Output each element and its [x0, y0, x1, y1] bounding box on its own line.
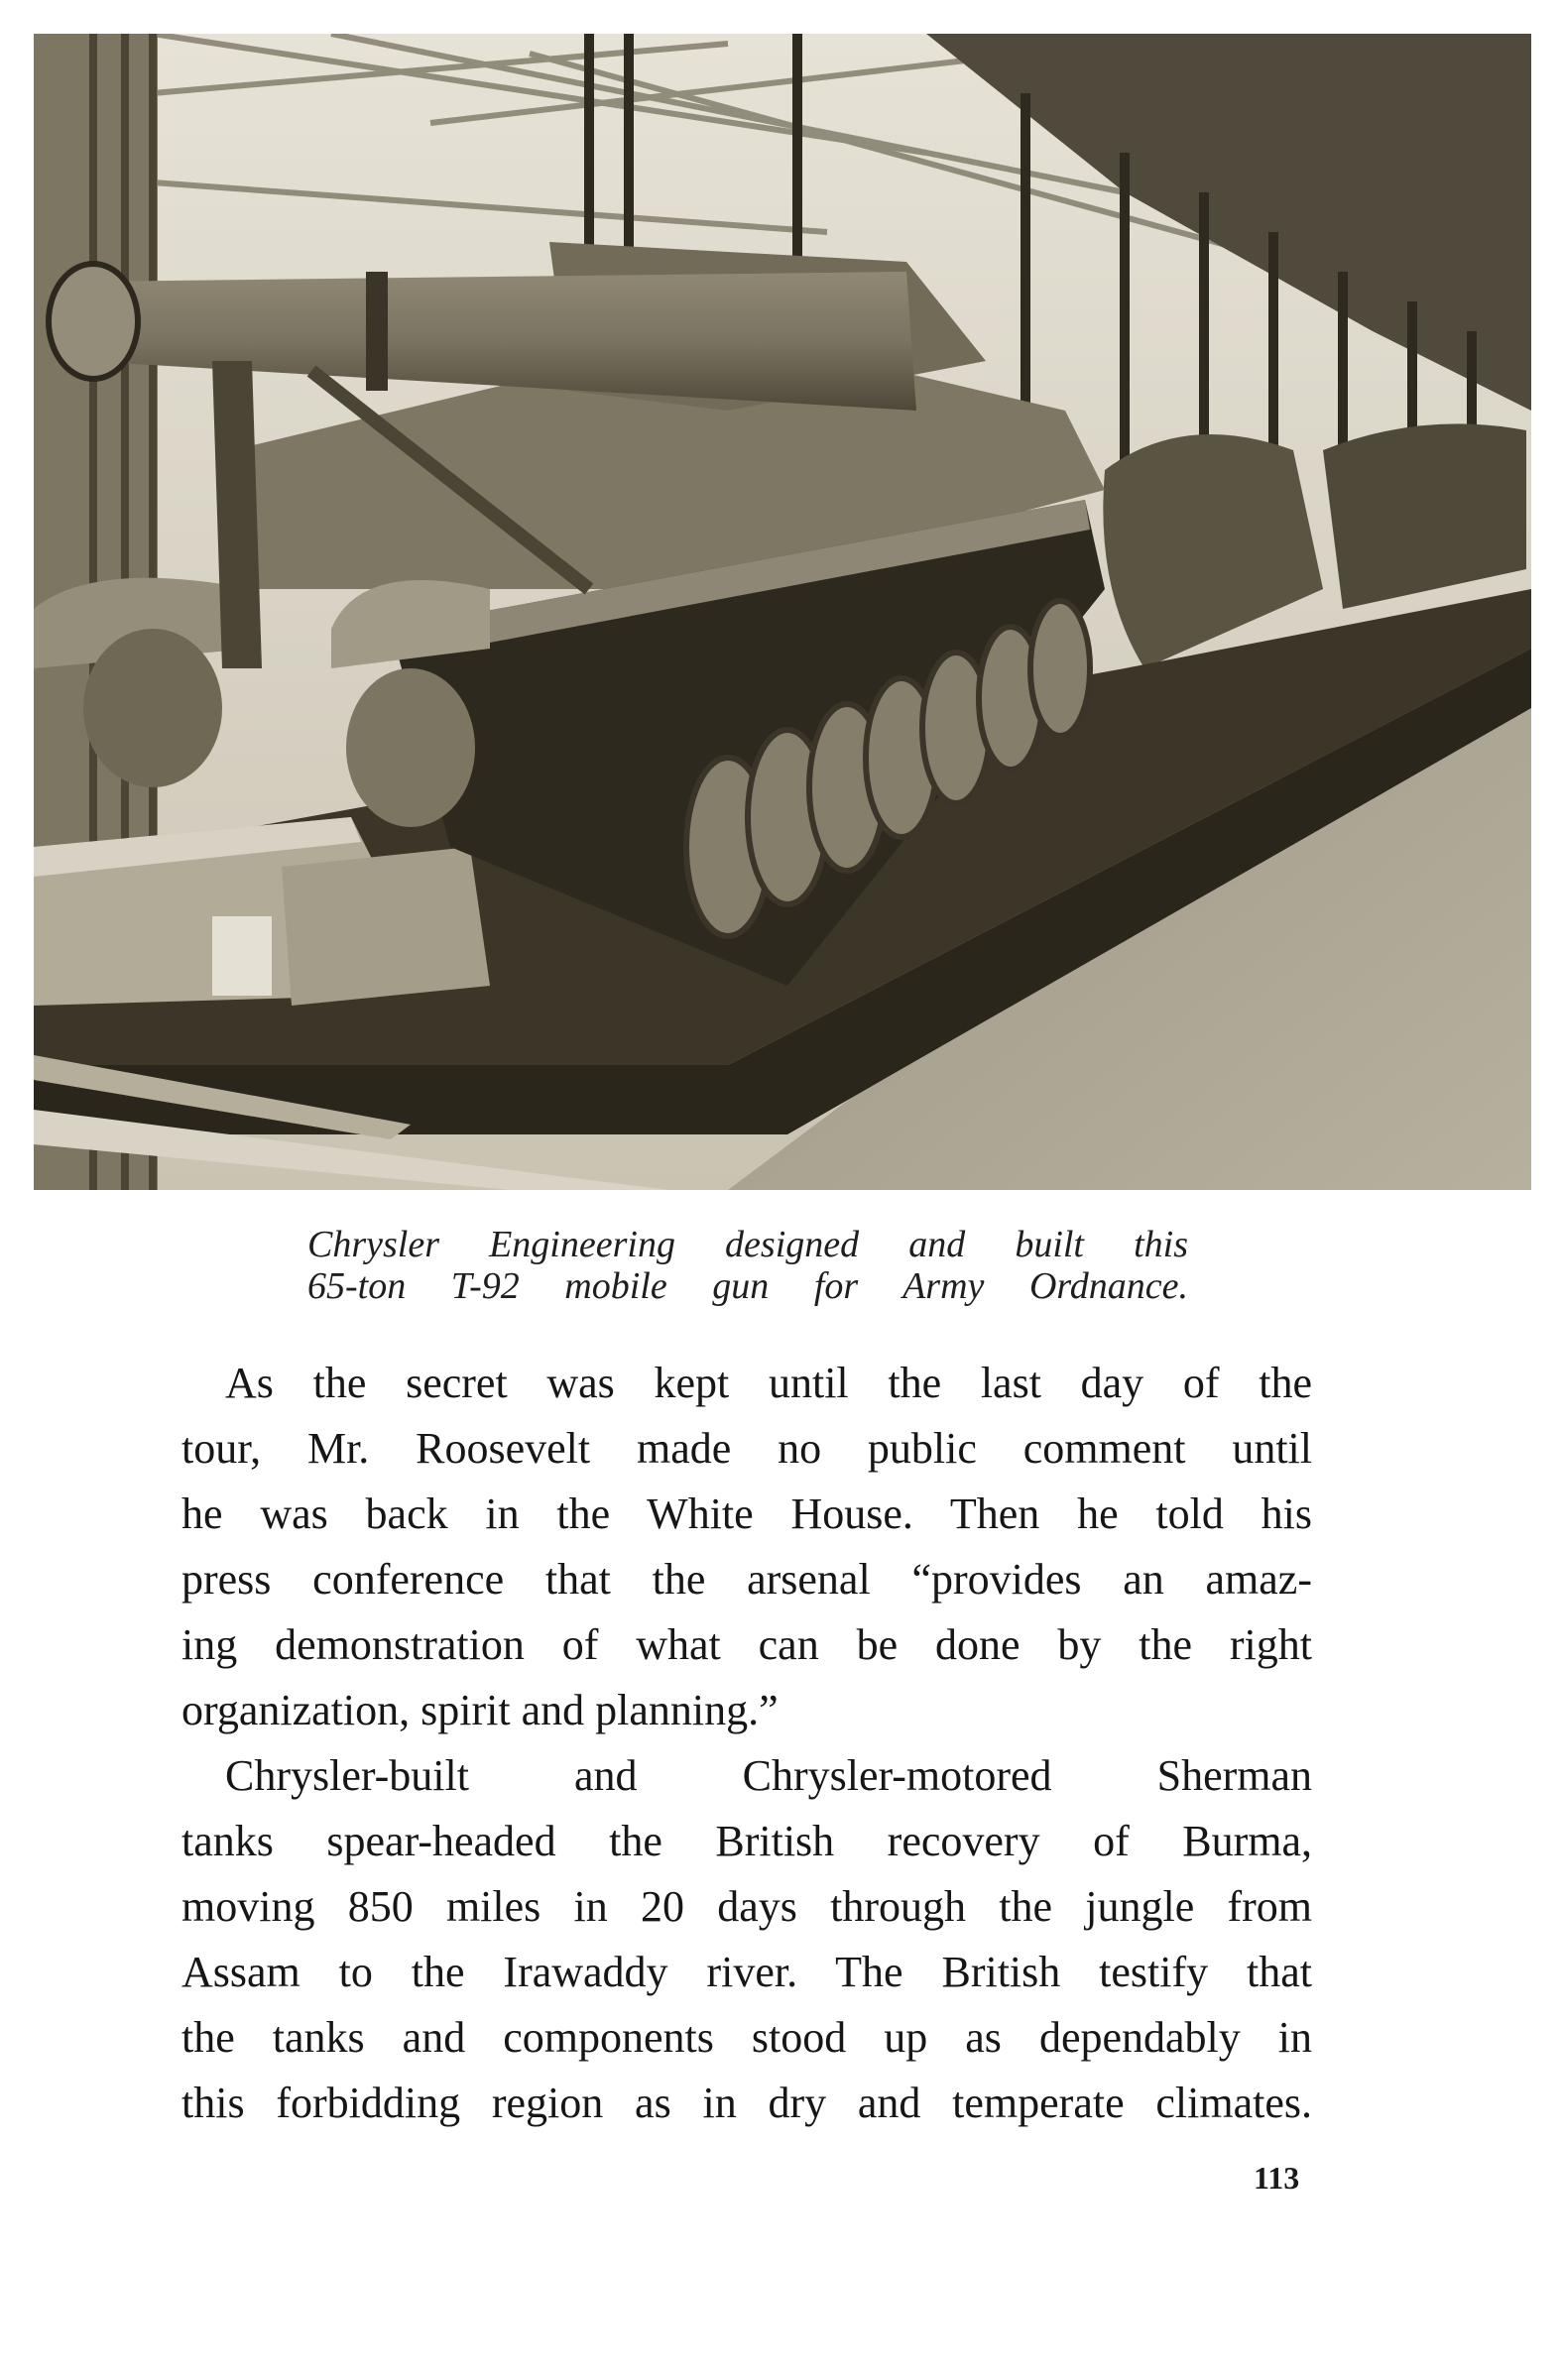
paragraph-roosevelt: [181, 1351, 1312, 1743]
placard: [212, 916, 272, 996]
body-text: [181, 1351, 1312, 2136]
text-line: tanks spear-headed the British recovery of Burma,: [181, 1817, 1312, 1865]
paragraph-sherman-tanks: [181, 1743, 1312, 2136]
text-line: Chrysler-built and Chrysler-motored Sherman: [225, 1751, 1312, 1800]
text-line: ing demonstration of what can be done by the right: [181, 1620, 1312, 1669]
text-line: this forbidding region as in dry and temperate climates.: [181, 2079, 1312, 2127]
text-line: tour, Mr. Roosevelt made no public comment until: [181, 1424, 1312, 1473]
text-line: he was back in the White House. Then he told his: [181, 1489, 1312, 1538]
text-line: moving 850 miles in 20 days through the jungle from: [181, 1882, 1312, 1931]
text-line: Assam to the Irawaddy river. The British testify that: [181, 1948, 1312, 1996]
text-line: press conference that the arsenal “provides an amaz-: [181, 1555, 1312, 1604]
text-line: organization, spirit and planning.”: [181, 1686, 779, 1734]
crate-small: [282, 847, 490, 1006]
caption-line: Chrysler Engineering designed and built this: [307, 1224, 1188, 1265]
text-line: As the secret was kept until the last day of the: [225, 1359, 1312, 1407]
photo-illustration: [34, 34, 1531, 1190]
caption-line: 65-ton T-92 mobile gun for Army Ordnance.: [307, 1265, 1188, 1307]
muzzle: [49, 264, 138, 379]
photograph-t92-mobile-gun: [34, 34, 1531, 1190]
idler-wheel: [83, 629, 222, 787]
barrel-clamp: [366, 272, 388, 391]
text-line: the tanks and components stood up as dependably in: [181, 2013, 1312, 2062]
page-number: 113: [1254, 2160, 1300, 2196]
photo-caption: [307, 1224, 1188, 1307]
